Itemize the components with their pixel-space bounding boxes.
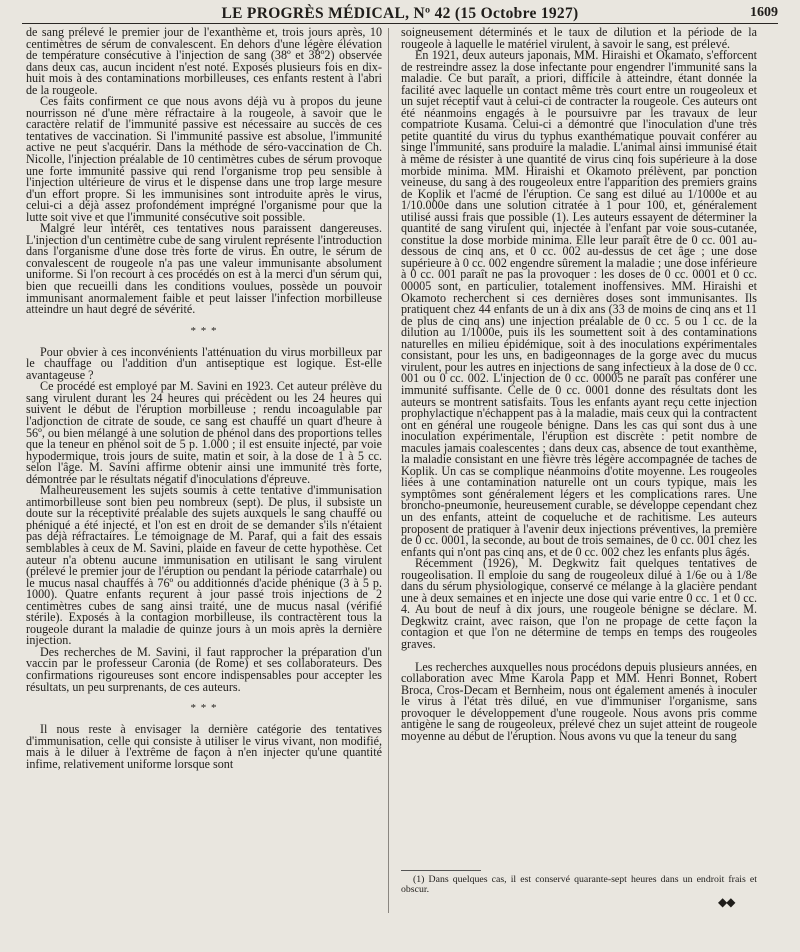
section-break-stars: * * * (190, 702, 218, 715)
column-rule (388, 28, 389, 913)
paragraph: Les recherches auxquelles nous procédons depuis plusieurs années, en collaboration avec Mme Karola Papp et MM. Henri Bonnet, Robert Broca, Cros-Decam et Bernheim, nous ont également amenés à inoculer le virus à l'état très dilué, en vue d'immuniser l'organisme, sans provoquer le développement d'une rougeole. Nous avons pris comme antigène le sang de rougeoleux, prélevé chez un sujet atteint de rougeole moyenne au début de l'éruption. Nous avons vu que la teneur du sang (401, 659, 757, 743)
paragraph: Malheureusement les sujets soumis à cette tentative d'immunisation antimorbilleuse sont bien peu nombreux (sept). De plus, il subsiste un doute sur la réceptivité préalable des sujets auxquels le sang chauffé ou phéniqué a été injecté, et l'on est en droit de se demander s'ils n'étaient pas déjà réfractaires. Le témoignage de M. Paraf, qui a fait des essais semblables à ceux de M. Savini, plaide en faveur de cette hypothèse. Cet auteur n'a obtenu aucune immunisation en utilisant le sang virulent (prélevé le premier jour de l'éruption ou pendant la période catarrhale) ou le mucus nasal chauffés à 76º ou additionnés d'acide phénique (3 à 5 p. 1000). Quatre enfants reçurent à jour passé trois injections de 2 centimètres cubes de sang ainsi traité, une de mucus nasal (vérifié stérile). Exposés à la contagion morbilleuse, ils contractèrent tous la rougeole durant la maladie de quinze jours à un mois après la dernière injection. (26, 483, 382, 648)
section-break-stars: * * * (190, 324, 218, 337)
footnote: (1) Dans quelques cas, il est conservé quarante-sept heures dans un endroit frais et obscur. (401, 874, 757, 895)
footnote-rule (401, 870, 481, 871)
paragraph: Ces faits confirment ce que nous avons déjà vu à propos du jeune nourrisson né d'une mère réfractaire à la rougeole, à savoir que le caractère relatif de l'immunité passive est nécessaire au succès de ces tentatives de vaccination. Si l'immunité passive est absolue, l'immunité active ne peut s'acquérir. Dans la méthode de séro-vaccination de Ch. Nicolle, l'injection préalable de 10 centimètres cubes de sérum provoque une forte immunité passive qui rend l'organisme trop peu sensible à l'injection ultérieure de virus et le dispense dans une trop large mesure d'un effort propre. Si les immunisines sont introduite après le virus, celui-ci a déjà assez profondément imprégné l'organisme pour que la lutte soit vive et que l'immunité consécutive soit possible. (26, 94, 382, 224)
right-column (401, 27, 757, 742)
page-number: 1609 (750, 5, 778, 20)
paragraph: Des recherches de M. Savini, il faut rapprocher la préparation d'un vaccin par le professeur Caronia (de Rome) et ses collaborateurs. Des confirmations rigoureuses sont encore indispensables pour accepter les résultats, un peu surprenants, de ces auteurs. (26, 644, 382, 694)
paragraph: de sang prélevé le premier jour de l'exanthème et, trois jours après, 10 centimètres de sérum de convalescent. En dehors d'une légère élévation de température consécutive à l'injection de sang (38º et 38º2) observée dans deux cas, aucun incident n'est noté. Exposés plusieurs fois en dix-huit mois à des contaminations morbilleuses, ces enfants restent à l'abri de la rougeole. (26, 25, 382, 97)
left-column (26, 27, 382, 770)
running-header (22, 3, 778, 24)
journal-title: LE PROGRÈS MÉDICAL, Nº 42 (15 Octobre 1927) (221, 5, 579, 22)
end-ornament: ◆◆ (718, 895, 735, 909)
paragraph: Récemment (1926), M. Degkwitz fait quelques tentatives de rougeolisation. Il emploie du sang de rougeoleux dilué à 1/6e ou à 1/8e dans du sérum physiologique, conservé ce mélange à la glacière pendant une à deux semaines et en injecte une dose qui varie entre 0 cc. 1 et 0 cc. 4. Au bout de neuf à dix jours, une rougeole bénigne se déclare. M. Degkwitz craint, avec raison, que l'on ne propage de cette façon la contagion et que l'on ne détermine de temps en temps des rougeoles graves. (401, 556, 757, 651)
paragraph: Il nous reste à envisager la dernière catégorie des tentatives d'immunisation, celle qui consiste à utiliser le virus vivant, non modifié, mais à le diluer à l'extrême de façon à n'en injecter qu'une quantité infime, relativement uniforme lorsque sont (26, 722, 382, 771)
paragraph: soigneusement déterminés et le taux de dilution et la période de la rougeole à laquelle le matériel virulent, à savoir le sang, est prélevé. (401, 25, 757, 51)
paragraph: Ce procédé est employé par M. Savini en 1923. Cet auteur prélève du sang virulent durant les 24 heures qui précèdent ou les 24 heures qui suivent le début de l'éruption morbilleuse ; rendu incoagulable par l'adjonction de citrate de soude, ce sang est chauffé un quart d'heure à 56º, ou bien mélangé à une solution de phénol dans des proportions telles que la teneur en phénol soit de 5 p. 1.000 ; il est ensuite injecté, par voie hypodermique, trois jours de suite, matin et soir, à la dose de 1 à 5 cc. selon l'âge. M. Savini affirme obtenir ainsi une immunité très forte, démontrée par le résultats négatif d'inoculations d'épreuve. (26, 379, 382, 486)
paragraph: En 1921, deux auteurs japonais, MM. Hiraishi et Okamato, s'efforcent de restreindre assez la dose infectante pour engendrer l'immunité sans la maladie. Ce but paraît, a priori, difficile à atteindre, étant donnée la facilité avec laquelle un contact même très court entre un rougeoleux et un sujet réceptif vaut à celui-ci de contracter la rougeole. Ces auteurs ont été néanmoins engagés à le poursuivre par les travaux de leur compatriote Kusama. Celui-ci a démontré que l'inoculation d'une très petite quantité du virus du typhus exanthématique pouvait conférer au singe l'immunité, sans produire la maladie. L'animal ainsi immunisé était à même de résister à une quantité de virus cinq fois supérieure à la dose morbide minima. MM. Hiraishi et Okamoto prélèvent, par ponction veineuse, du sang à des rougeoleux entre l'apparition des premiers grains de Koplik et l'acmé de l'éruption. Ce sang est dilué au 1/1000e et au 1/10.000e dans une solution citratée à 1 pour 100, et, généralement utilisé aussi frais que possible (1). Les auteurs essayent de déterminer la quantité de sang virulent qui, injectée à l'enfant par voie sous-cutanée, constitue la dose morbide minima. Elle leur paraît être de 0 cc. 001 au-dessous de cinq ans, et 0 cc. 002 au-dessus de cet âge ; une dose supérieure à 0 cc. 002 engendre sûrement la maladie ; une dose inférieure à 0 cc. 001 paraît ne pas la provoquer : les doses de 0 cc. 0001 et 0 cc. 00005 sont, en particulier, totalement inoffensives. MM. Hiraishi et Okamoto recherchent si ces dernières doses sont immunisantes. Ils pratiquent chez 44 enfants de un à dix ans (33 de moins de cinq ans et 11 de plus de cinq ans) une injection préalable de 0 cc. 5 ou 1 cc. de la dilution au 1/1000e, puis ils les soumettent soit à des contaminations naturelles en milieu épidémique, soit à des inoculations expérimentales consistant, pour les uns, en badigeonnages de la gorge avec du mucus virulent, pour les autres en injections de sang infectieux à la dose de 0 cc. 001 ou 0 cc. 002. L'injection de 0 cc. 00005 ne paraît pas conférer une immunité suffisante. Celle de 0 cc. 0001 donne des résultats dont les auteurs se montrent satisfaits. Tous les enfants ayant reçu cette injection prophylactique n'échappent pas à la maladie, mais ceux qui la contractent ont en général une rougeole bénigne. Dans les cas qui sont dus à une inoculation expérimentale, l'éruption est discrète : petit nombre de macules jamais coalescentes ; dans deux cas, absence de tout exanthème, la maladie consistant en une fièvre très légère accompagnée de taches de Koplik. Un cas se complique néanmoins d'otite moyenne. Les rougeoles liées à une contamination naturelle ont un cours typique, mais les symptômes sont généralement légers et les complications rares. Une broncho-pneumonie, heureusement curable, se développe cependant chez un des enfants, atteint de coqueluche et de rachitisme. Les auteurs proposent de pratiquer à l'avenir deux injections préventives, la première de 0 cc. 0001, la seconde, au bout de trois semaines, de 0 cc. 001 chez les enfants qui n'ont pas cinq ans, et de 0 cc. 002 chez les enfants plus âgés. (401, 48, 757, 559)
paragraph: Pour obvier à ces inconvénients l'atténuation du virus morbilleux par le chauffage ou l'addition d'un antiseptique est logique. Est-elle avantageuse ? (26, 344, 382, 382)
paragraph: Malgré leur intérêt, ces tentatives nous paraissent dangereuses. L'injection d'un centimètre cube de sang virulent représente l'introduction dans l'organisme d'une dose très forte de virus. En outre, le sérum de convalescent de rougeole n'a pas une valeur immunisante absolument uniforme. Si l'on recourt à ces procédés on est à la merci d'un sérum qui, bien que recueilli dans les conditions voulues, possède un pouvoir immunisant anormalement faible et peut laisser l'infection morbilleuse atteindre un haut degré de sévérité. (26, 221, 382, 317)
